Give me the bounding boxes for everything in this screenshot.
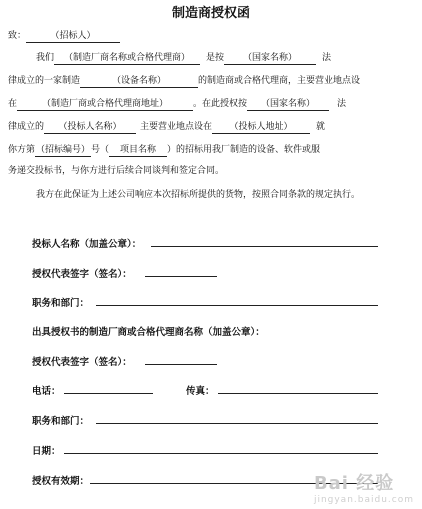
bidder-name-label: 投标人名称（加盖公章）： (32, 239, 142, 250)
text: 法 (322, 53, 332, 63)
text: 法 (337, 99, 347, 109)
position-label-2: 职务和部门： (32, 416, 90, 427)
text: 律成立的一家制造 (8, 76, 81, 86)
text: 你方第 (8, 145, 36, 155)
text: 我们 (36, 53, 55, 63)
date-line[interactable] (64, 453, 378, 454)
position-line-2[interactable] (96, 423, 378, 424)
text: ） (167, 145, 177, 155)
para1-line4 (8, 121, 325, 134)
validity-label: 授权有效期： (32, 476, 90, 487)
watermark-main: Bai 经验 (313, 473, 395, 494)
text: 的招标用我厂制造的设备、软件或服 (176, 145, 321, 155)
para1-line3 (8, 98, 346, 111)
text: 号（ (91, 145, 110, 155)
position-label: 职务和部门： (32, 298, 90, 309)
document-title: 制造商授权函 (171, 6, 250, 21)
project-blank: 项目名称 (109, 145, 167, 157)
bidder-address-blank: （投标人地址） (212, 122, 310, 134)
country-blank: （国家名称） (247, 99, 329, 111)
position-line[interactable] (96, 305, 378, 306)
text: 是按 (206, 53, 225, 63)
para1-line1 (36, 52, 331, 65)
recipient-blank: （招标人） (26, 31, 120, 43)
manufacturer-blank: （制造厂商名称或合格代理商） (54, 53, 200, 65)
equipment-blank: （设备名称） (80, 76, 198, 88)
watermark-sub: jingyan.baidu.com (313, 495, 414, 505)
auth-sign-line[interactable] (145, 276, 217, 277)
auth-sign-label: 授权代表签字（签名）： (32, 269, 132, 280)
phone-line[interactable] (64, 393, 153, 394)
address-blank: （制造厂商或合格代理商地址） (17, 99, 193, 111)
country-blank: （国家名称） (224, 53, 316, 65)
fax-line[interactable] (218, 393, 378, 394)
para1-line2 (8, 75, 360, 88)
text: 律成立的 (8, 122, 45, 132)
bidder-blank: （投标人名称） (44, 122, 136, 134)
para1-line5 (8, 144, 320, 157)
date-label: 日期： (32, 446, 61, 457)
phone-label: 电话： (32, 386, 61, 397)
para2: 我方在此保证为上述公司响应本次招标所提供的货物，按照合同条款的规定执行。 (36, 190, 361, 200)
watermark-logo (314, 469, 414, 505)
text: 就 (316, 122, 326, 132)
auth-sign-line-2[interactable] (145, 364, 217, 365)
text: 。在此授权按 (193, 99, 248, 109)
para1-line6: 务递交投标书，与你方进行后续合同谈判和签定合同。 (8, 166, 225, 176)
salutation-prefix: 致： (8, 31, 27, 41)
fax-label: 传真： (186, 386, 215, 397)
text: 主要营业地点设在 (140, 122, 213, 132)
text: 的制造商或合格代理商，主要营业地点设 (198, 76, 361, 86)
text: 在 (8, 99, 18, 109)
issuer-name-label: 出具授权书的制造厂商或合格代理商名称（加盖公章）： (32, 327, 265, 338)
auth-sign-label-2: 授权代表签字（签名）： (32, 357, 132, 368)
salutation (8, 30, 120, 43)
bidder-name-line[interactable] (151, 246, 378, 247)
tender-no-blank: （招标编号） (36, 145, 91, 155)
